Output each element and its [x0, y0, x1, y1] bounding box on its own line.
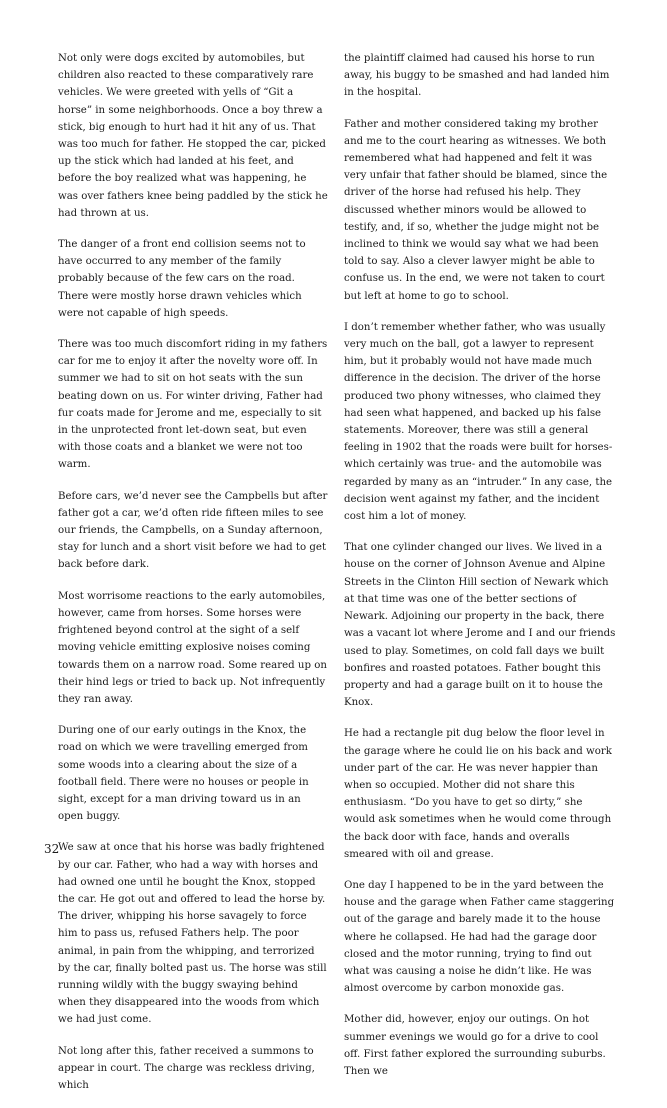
page-number: 32 — [44, 842, 60, 856]
paragraph: Mother did, however, enjoy our outings. On hot summer evenings we would go for a drive to cool off. First father explored the surrounding suburbs. Then we — [344, 1014, 606, 1077]
paragraph: During one of our early outings in the Knox, the road on which we were travelling emerged from some woods into a clearing about the size of a football field. There were no houses or people in sight, except for a man driving toward us in an open buggy. — [58, 725, 309, 823]
paragraph: The danger of a front end collision seems not to have occurred to any member of the family probably because of the few cars on the road. There were mostly horse drawn vehicles which were not capable of high speeds. — [58, 239, 306, 319]
paragraph: Most worrisome reactions to the early automobiles, however, came from horses. Some horses were frightened beyond control at the sight of a self moving vehicle emitting explosive noises coming towards them on a narrow road. Some reared up on their hind legs or tried to back up. Not infrequently they ran away. — [58, 590, 327, 705]
paragraph: He had a rectangle pit dug below the floor level in the garage where he could lie on his back and work under part of the car. He was never happier than when so occupied. Mother did not share this enthusiasm. “Do you have to get so dirty,” she would ask sometimes when he would come through the back door with face, hands and overalls smeared with oil and grease. — [344, 728, 612, 860]
paragraph: We saw at once that his horse was badly frightened by our car. Father, who had a way with horses and had owned one until he bought the Knox, stopped the car. He got out and offered to lead the horse by. The driver, whipping his horse savagely to force him to pass us, refused Fathers help. The poor animal, in pain from the whipping, and terrorized by the car, finally bolted past us. The horse was still running wildly with the buggy swaying behind when they disappeared into the woods from which we had just come. — [58, 842, 327, 1026]
left-column — [58, 50, 328, 1108]
paragraph: Father and mother considered taking my brother and me to the court hearing as witnesses. We both remembered what had happened and felt it was very unfair that father should be blamed, since the driver of the horse had refused his help. They discussed whether minors would be allowed to testify, and, if so, whether the judge might not be inclined to think we would say what we had been told to say. Also a clever lawyer might be able to confuse us. In the end, we were not taken to court but left at home to go to school. — [344, 118, 608, 302]
paragraph: There was too much discomfort riding in my fathers car for me to enjoy it after the novelty wore off. In summer we had to sit on hot seats with the sun beating down on us. For winter driving, Father had fur coats made for Jerome and me, especially to sit in the unprotected front let-down seat, but even with those coats and a blanket we were not too warm. — [58, 339, 328, 471]
paragraph: Not long after this, father received a summons to appear in court. The charge was reckless driving, which — [58, 1045, 315, 1091]
paragraph: One day I happened to be in the yard between the house and the garage when Father came staggering out of the garage and barely made it to the house where he collapsed. He had had the garage door closed and the motor running, trying to find out what was causing a noise he didn’t like. He was almost overcome by carbon monoxide gas. — [344, 879, 615, 995]
right-column — [344, 50, 616, 1094]
paragraph: Before cars, we’d never see the Campbells but after father got a car, we’d often ride fifteen miles to see our friends, the Campbells, on a Sunday afternoon, stay for lunch and a short visit before we had to get back before dark. — [58, 490, 328, 571]
paragraph: the plaintiff claimed had caused his horse to run away, his buggy to be smashed and had landed him in the hospital. — [344, 53, 610, 99]
paragraph: I don’t remember whether father, who was usually very much on the ball, got a lawyer to represent him, but it probably would not have made much difference in the decision. The driver of the horse produced two phony witnesses, who claimed they had seen what happened, and backed up his false statements. Moreover, there was still a general feeling in 1902 that the roads were built for horses- which certainly was true- and the automobile was regarded by many as an “intruder.” In any case, the decision went against my father, and the incident cost him a lot of money. — [344, 321, 613, 523]
paragraph: That one cylinder changed our lives. We lived in a house on the corner of Johnson Avenue and Alpine Streets in the Clinton Hill section of Newark which at that time was one of the better sections of Newark. Adjoining our property in the back, there was a vacant lot where Jerome and I and our friends used to play. Sometimes, on cold fall days we built bonfires and roasted potatoes. Father bought this property and had a garage built on it to house the Knox. — [344, 542, 616, 709]
paragraph: Not only were dogs excited by automobiles, but children also reacted to these comparatively rare vehicles. We were greeted with yells of “Git a horse” in some neighborhoods. Once a boy threw a stick, big enough to hurt had it hit any of us. That was too much for father. He stopped the car, picked up the stick which had landed at his feet, and before the boy realized what was happening, he was over fathers knee being paddled by the stick he had thrown at us. — [58, 53, 328, 219]
